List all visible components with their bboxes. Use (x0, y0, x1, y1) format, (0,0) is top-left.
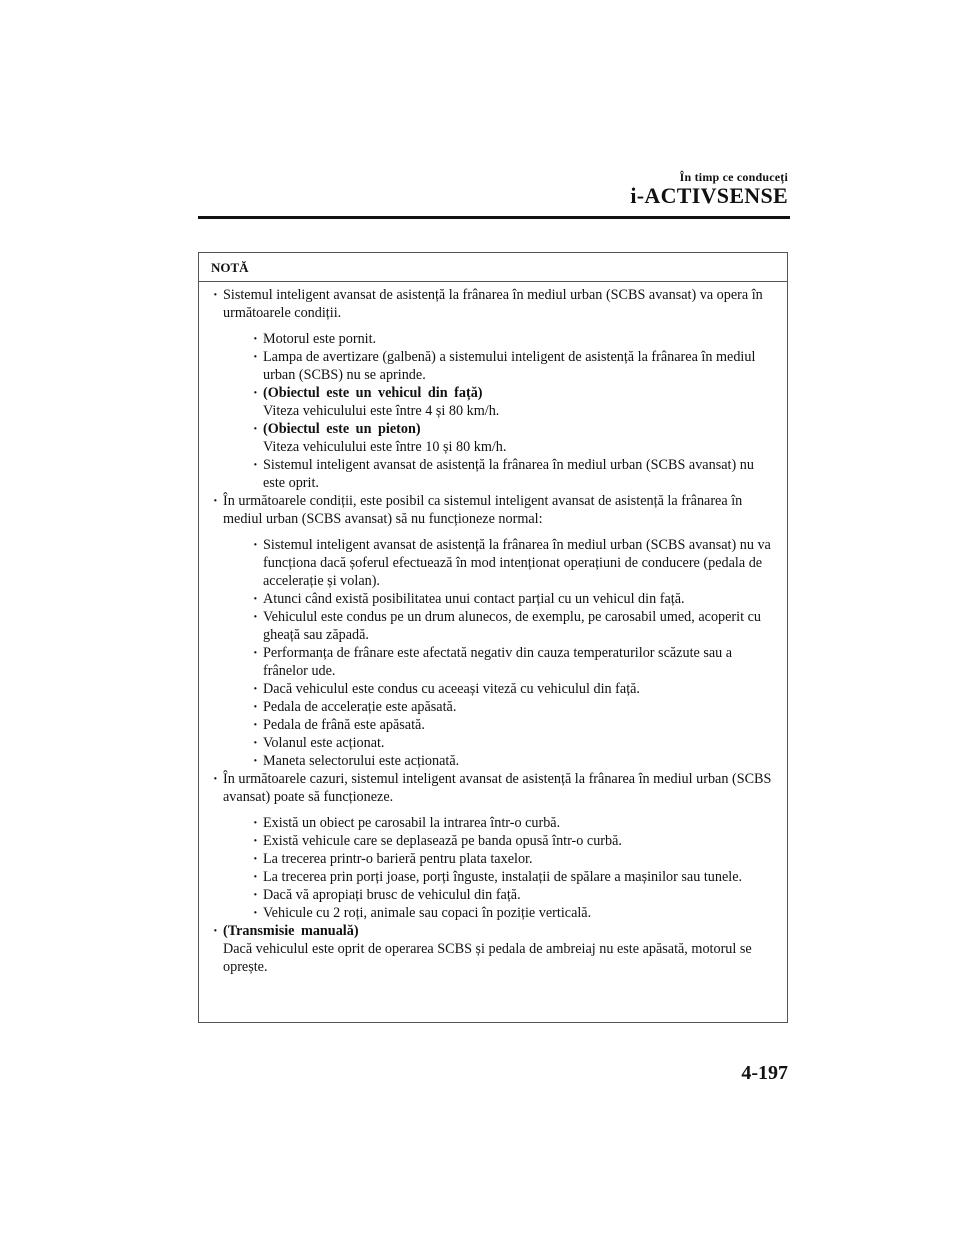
note-sublist (223, 322, 775, 492)
note-item (199, 286, 775, 492)
note-item-text: · Sistemul inteligent avansat de asistență la frânarea în mediul urban (SCBS avansat) va opera în următoarele condiții. (223, 287, 763, 321)
note-item-text: · În următoarele cazuri, sistemul inteligent avansat de asistență la frânarea în mediul urban (SCBS avansat) poate să funcționeze. (223, 771, 772, 805)
section-title: i-ACTIVSENSE (630, 183, 788, 208)
note-subitem: · Există un obiect pe carosabil la intrarea într-o curbă. (223, 814, 775, 832)
note-subitem: · Vehicule cu 2 roți, animale sau copaci în poziție verticală. (223, 904, 775, 922)
note-heading: NOTĂ (199, 253, 787, 282)
note-subitem: · La trecerea printr-o barieră pentru plata taxelor. (223, 850, 775, 868)
note-subitem-heading: · (Obiectul este un vehicul din față) (263, 385, 483, 401)
note-subitem (223, 384, 775, 420)
note-subitem (223, 420, 775, 456)
note-subitem: · Maneta selectorului este acționată. (223, 752, 775, 770)
note-subitem: · Atunci când există posibilitatea unui contact parțial cu un vehicul din față. (223, 590, 775, 608)
note-box (198, 252, 788, 1023)
note-item-text: Dacă vehiculul este oprit de operarea SCBS și pedala de ambreiaj nu este apăsată, motorul se oprește. (223, 941, 752, 975)
note-subitem: · Lampa de avertizare (galbenă) a sistemului inteligent de asistență la frânarea în mediul urban (SCBS) nu se aprinde. (223, 348, 775, 384)
section-subtitle: În timp ce conduceți (679, 170, 788, 184)
note-subitem: · Sistemul inteligent avansat de asistență la frânarea în mediul urban (SCBS avansat) nu va funcționa dacă șoferul efectuează în mod intenționat operațiuni de conducere (pedala de accelerație și volan). (223, 536, 775, 590)
note-item-heading: · (Transmisie manuală) (223, 923, 359, 939)
note-subitem: · Dacă vehiculul este condus cu aceeași viteză cu vehiculul din față. (223, 680, 775, 698)
note-subitem-text: Viteza vehiculului este între 10 și 80 km/h. (263, 439, 507, 455)
note-subitem: · Vehiculul este condus pe un drum alunecos, de exemplu, pe carosabil umed, acoperit cu gheață sau zăpadă. (223, 608, 775, 644)
note-subitem: · Sistemul inteligent avansat de asistență la frânarea în mediul urban (SCBS avansat) nu este oprit. (223, 456, 775, 492)
note-subitem: · Există vehicule care se deplasează pe banda opusă într-o curbă. (223, 832, 775, 850)
note-subitem-heading: · (Obiectul este un pieton) (263, 421, 421, 437)
note-subitem: · Pedala de frână este apăsată. (223, 716, 775, 734)
note-body (199, 282, 787, 976)
note-subitem: · La trecerea prin porți joase, porți înguste, instalații de spălare a mașinilor sau tunele. (223, 868, 775, 886)
note-subitem: · Performanța de frânare este afectată negativ din cauza temperaturilor scăzute sau a frânelor ude. (223, 644, 775, 680)
note-subitem: · Pedala de accelerație este apăsată. (223, 698, 775, 716)
note-subitem: · Dacă vă apropiați brusc de vehiculul din față. (223, 886, 775, 904)
note-item-text: · În următoarele condiții, este posibil ca sistemul inteligent avansat de asistență la frânarea în mediul urban (SCBS avansat) să nu funcționeze normal: (223, 493, 743, 527)
note-subitem: · Motorul este pornit. (223, 330, 775, 348)
note-item (199, 492, 775, 770)
note-subitem-text: Viteza vehiculului este între 4 și 80 km/h. (263, 403, 500, 419)
note-item (199, 922, 775, 976)
page-number: 4-197 (741, 1062, 788, 1084)
note-subitem: · Volanul este acționat. (223, 734, 775, 752)
note-item (199, 770, 775, 922)
note-sublist (223, 528, 775, 770)
note-sublist (223, 806, 775, 922)
header-divider (198, 216, 790, 219)
